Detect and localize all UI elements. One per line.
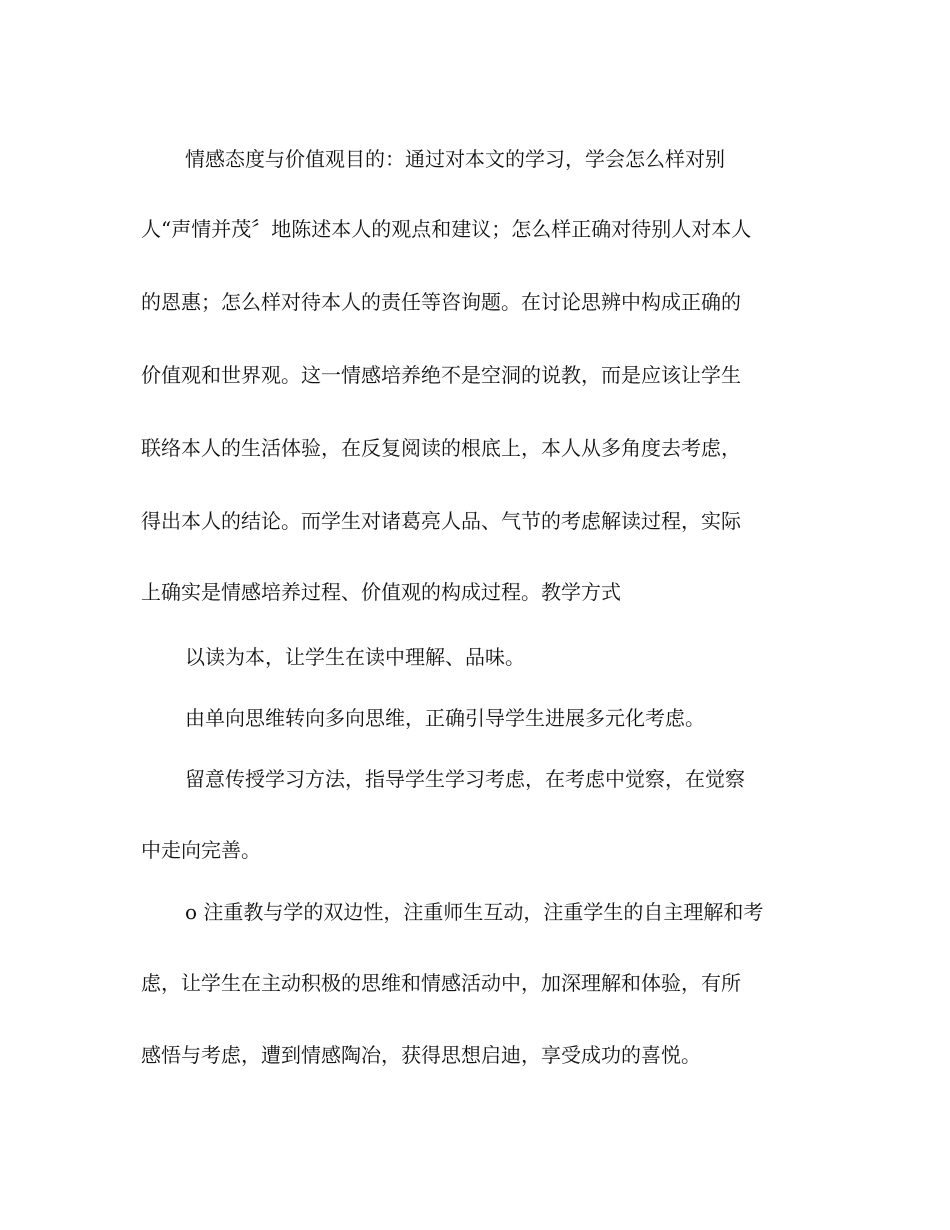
paragraph-1-line-1: 情感态度与价值观目的：通过对本文的学习，学会怎么样对别 bbox=[185, 147, 725, 171]
paragraph-1-line-3: 的恩惠；怎么样对待本人的责任等咨询题。在讨论思辨中构成正确的 bbox=[141, 290, 741, 314]
paragraph-2-line-1: 以读为本，让学生在读中理解、品味。 bbox=[185, 645, 525, 669]
paragraph-5-line-2: 虑，让学生在主动积极的思维和情感活动中，加深理解和体验，有所 bbox=[141, 971, 741, 995]
paragraph-5-line-1: o 注重教与学的双边性，注重师生互动，注重学生的自主理解和考 bbox=[185, 900, 764, 924]
paragraph-1-line-5: 联络本人的生活体验，在反复阅读的根底上，本人从多角度去考虑， bbox=[141, 436, 741, 460]
paragraph-4-line-2: 中走向完善。 bbox=[141, 838, 261, 862]
paragraph-1-line-6: 得出本人的结论。而学生对诸葛亮人品、气节的考虑解读过程，实际 bbox=[141, 509, 741, 533]
paragraph-3-line-1: 由单向思维转向多向思维，正确引导学生进展多元化考虑。 bbox=[185, 706, 705, 730]
paragraph-1-line-7: 上确实是情感培养过程、价值观的构成过程。教学方式 bbox=[141, 580, 621, 604]
paragraph-4-line-1: 留意传授学习方法，指导学生学习考虑，在考虑中觉察，在觉察 bbox=[185, 767, 745, 791]
paragraph-5-line-3: 感悟与考虑，遭到情感陶冶，获得思想启迪，享受成功的喜悦。 bbox=[141, 1043, 701, 1067]
paragraph-1-line-4: 价值观和世界观。这一情感培养绝不是空洞的说教，而是应该让学生 bbox=[141, 363, 741, 387]
paragraph-1-line-2: 人“声情并茂〞地陈述本人的观点和建议；怎么样正确对待别人对本人 bbox=[141, 217, 752, 241]
